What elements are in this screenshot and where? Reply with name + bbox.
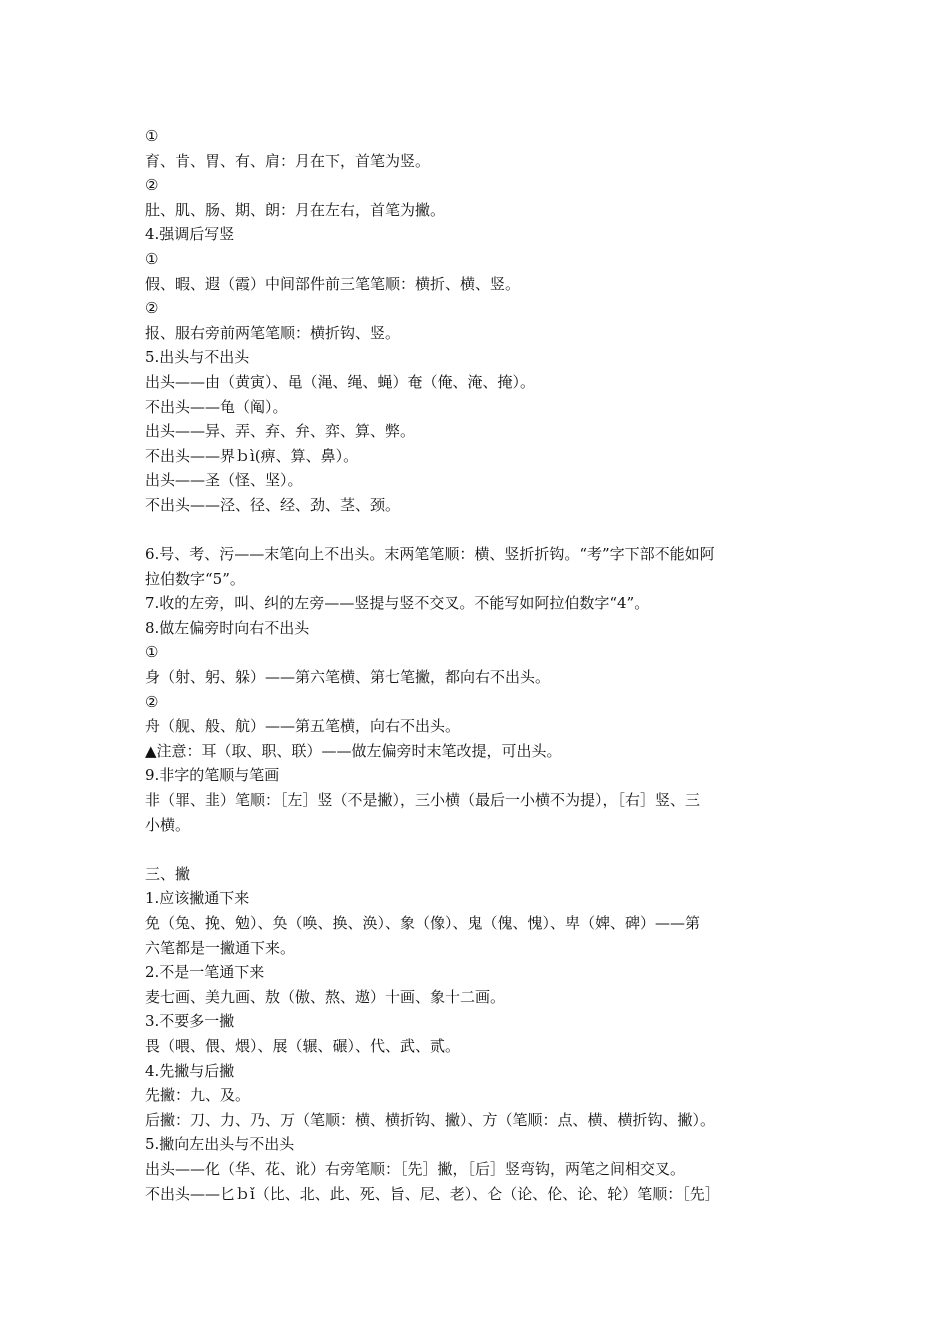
- section-heading: 5.出头与不出头: [145, 348, 250, 367]
- text-line: 免（兔、挽、勉）、奂（唤、换、涣）、象（像）、鬼（傀、愧）、卑（婢、碑）——第: [145, 914, 701, 932]
- text-line: 报、服右旁前两笔笔顺：横折钩、竖。: [145, 323, 401, 342]
- text-line: 畏（喂、偎、煨）、展（辗、碾）、代、武、贰。: [145, 1036, 461, 1055]
- text-line: 六笔都是一撇通下来。: [145, 938, 296, 957]
- text-line: 不出头——泾、径、经、劲、茎、颈。: [145, 495, 401, 514]
- section-heading: 2.不是一笔通下来: [145, 963, 265, 982]
- text-line: 后撇：刀、力、乃、万（笔顺：横、横折钩、撇）、方（笔顺：点、横、横折钩、撇）。: [145, 1110, 716, 1129]
- text-line: 舟（舰、般、航）——第五笔横，向右不出头。: [145, 717, 461, 736]
- text-line: 先撇：九、及。: [145, 1086, 251, 1105]
- text-line: 不出头——匕ｂǐ（比、北、此、死、旨、尼、老）、仑（论、伦、论、轮）笔顺：［先］: [145, 1184, 720, 1203]
- text-line: 肚、肌、肠、期、朗：月在左右，首笔为撇。: [145, 200, 446, 219]
- chapter-heading: 三、撇: [145, 864, 191, 883]
- text-line: 身（射、躬、躲）——第六笔横、第七笔撇，都向右不出头。: [145, 668, 551, 687]
- text-line: 出头——异、弄、弃、弁、弈、算、弊。: [145, 422, 416, 441]
- section-heading: 1.应该撇通下来: [145, 889, 250, 908]
- text-line: 育、肯、胃、有、肩：月在下，首笔为竖。: [145, 151, 431, 170]
- text-line: 麦七画、美九画、敖（傲、熬、遨）十画、象十二画。: [145, 987, 506, 1006]
- text-line: 拉伯数字“5”。: [145, 569, 245, 588]
- text-line: 6.号、考、污——末笔向上不出头。末两笔笔顺：横、竖折折钩。“考”字下部不能如阿: [145, 545, 715, 564]
- text-line: ②: [145, 692, 159, 711]
- text-line: 不出头——龟（阄）。: [145, 397, 288, 416]
- blank-line: [145, 518, 810, 543]
- text-line: 7.收的左旁，叫、纠的左旁——竖提与竖不交叉。不能写如阿拉伯数字“4”。: [145, 594, 650, 613]
- section-heading: 4.先撇与后撇: [145, 1061, 235, 1080]
- blank-line: [145, 837, 810, 862]
- note-line: ▲注意：耳（取、职、联）——做左偏旁时末笔改提，可出头。: [145, 741, 562, 760]
- text-line: 假、暇、遐（霞）中间部件前三笔笔顺：横折、横、竖。: [145, 274, 521, 293]
- section-heading: 4.强调后写竖: [145, 225, 235, 244]
- text-line: 出头——圣（怪、坚）。: [145, 471, 303, 490]
- text-line: ②: [145, 176, 159, 195]
- text-line: 出头——化（华、花、讹）右旁笔顺：［先］撇，［后］竖弯钩，两笔之间相交叉。: [145, 1159, 686, 1178]
- text-line: ②: [145, 299, 159, 318]
- text-line: ①: [145, 643, 159, 662]
- section-heading: 9.非字的笔顺与笔画: [145, 766, 280, 785]
- text-line: 出头——由（黄寅）、黾（渑、绳、蝇）奄（俺、淹、掩）。: [145, 372, 536, 391]
- text-line: ①: [145, 127, 159, 145]
- section-heading: 5.撇向左出头与不出头: [145, 1135, 295, 1154]
- text-line: 非（罪、韭）笔顺：［左］竖（不是撇），三小横（最后一小横不为提），［右］竖、三: [145, 791, 701, 810]
- text-line: 不出头——界ｂì(痹、算、鼻）。: [145, 446, 359, 465]
- text-line: 小横。: [145, 815, 191, 834]
- section-heading: 8.做左偏旁时向右不出头: [145, 618, 310, 637]
- section-heading: 3.不要多一撇: [145, 1012, 235, 1031]
- text-line: ①: [145, 249, 159, 268]
- document-page: [145, 124, 810, 1206]
